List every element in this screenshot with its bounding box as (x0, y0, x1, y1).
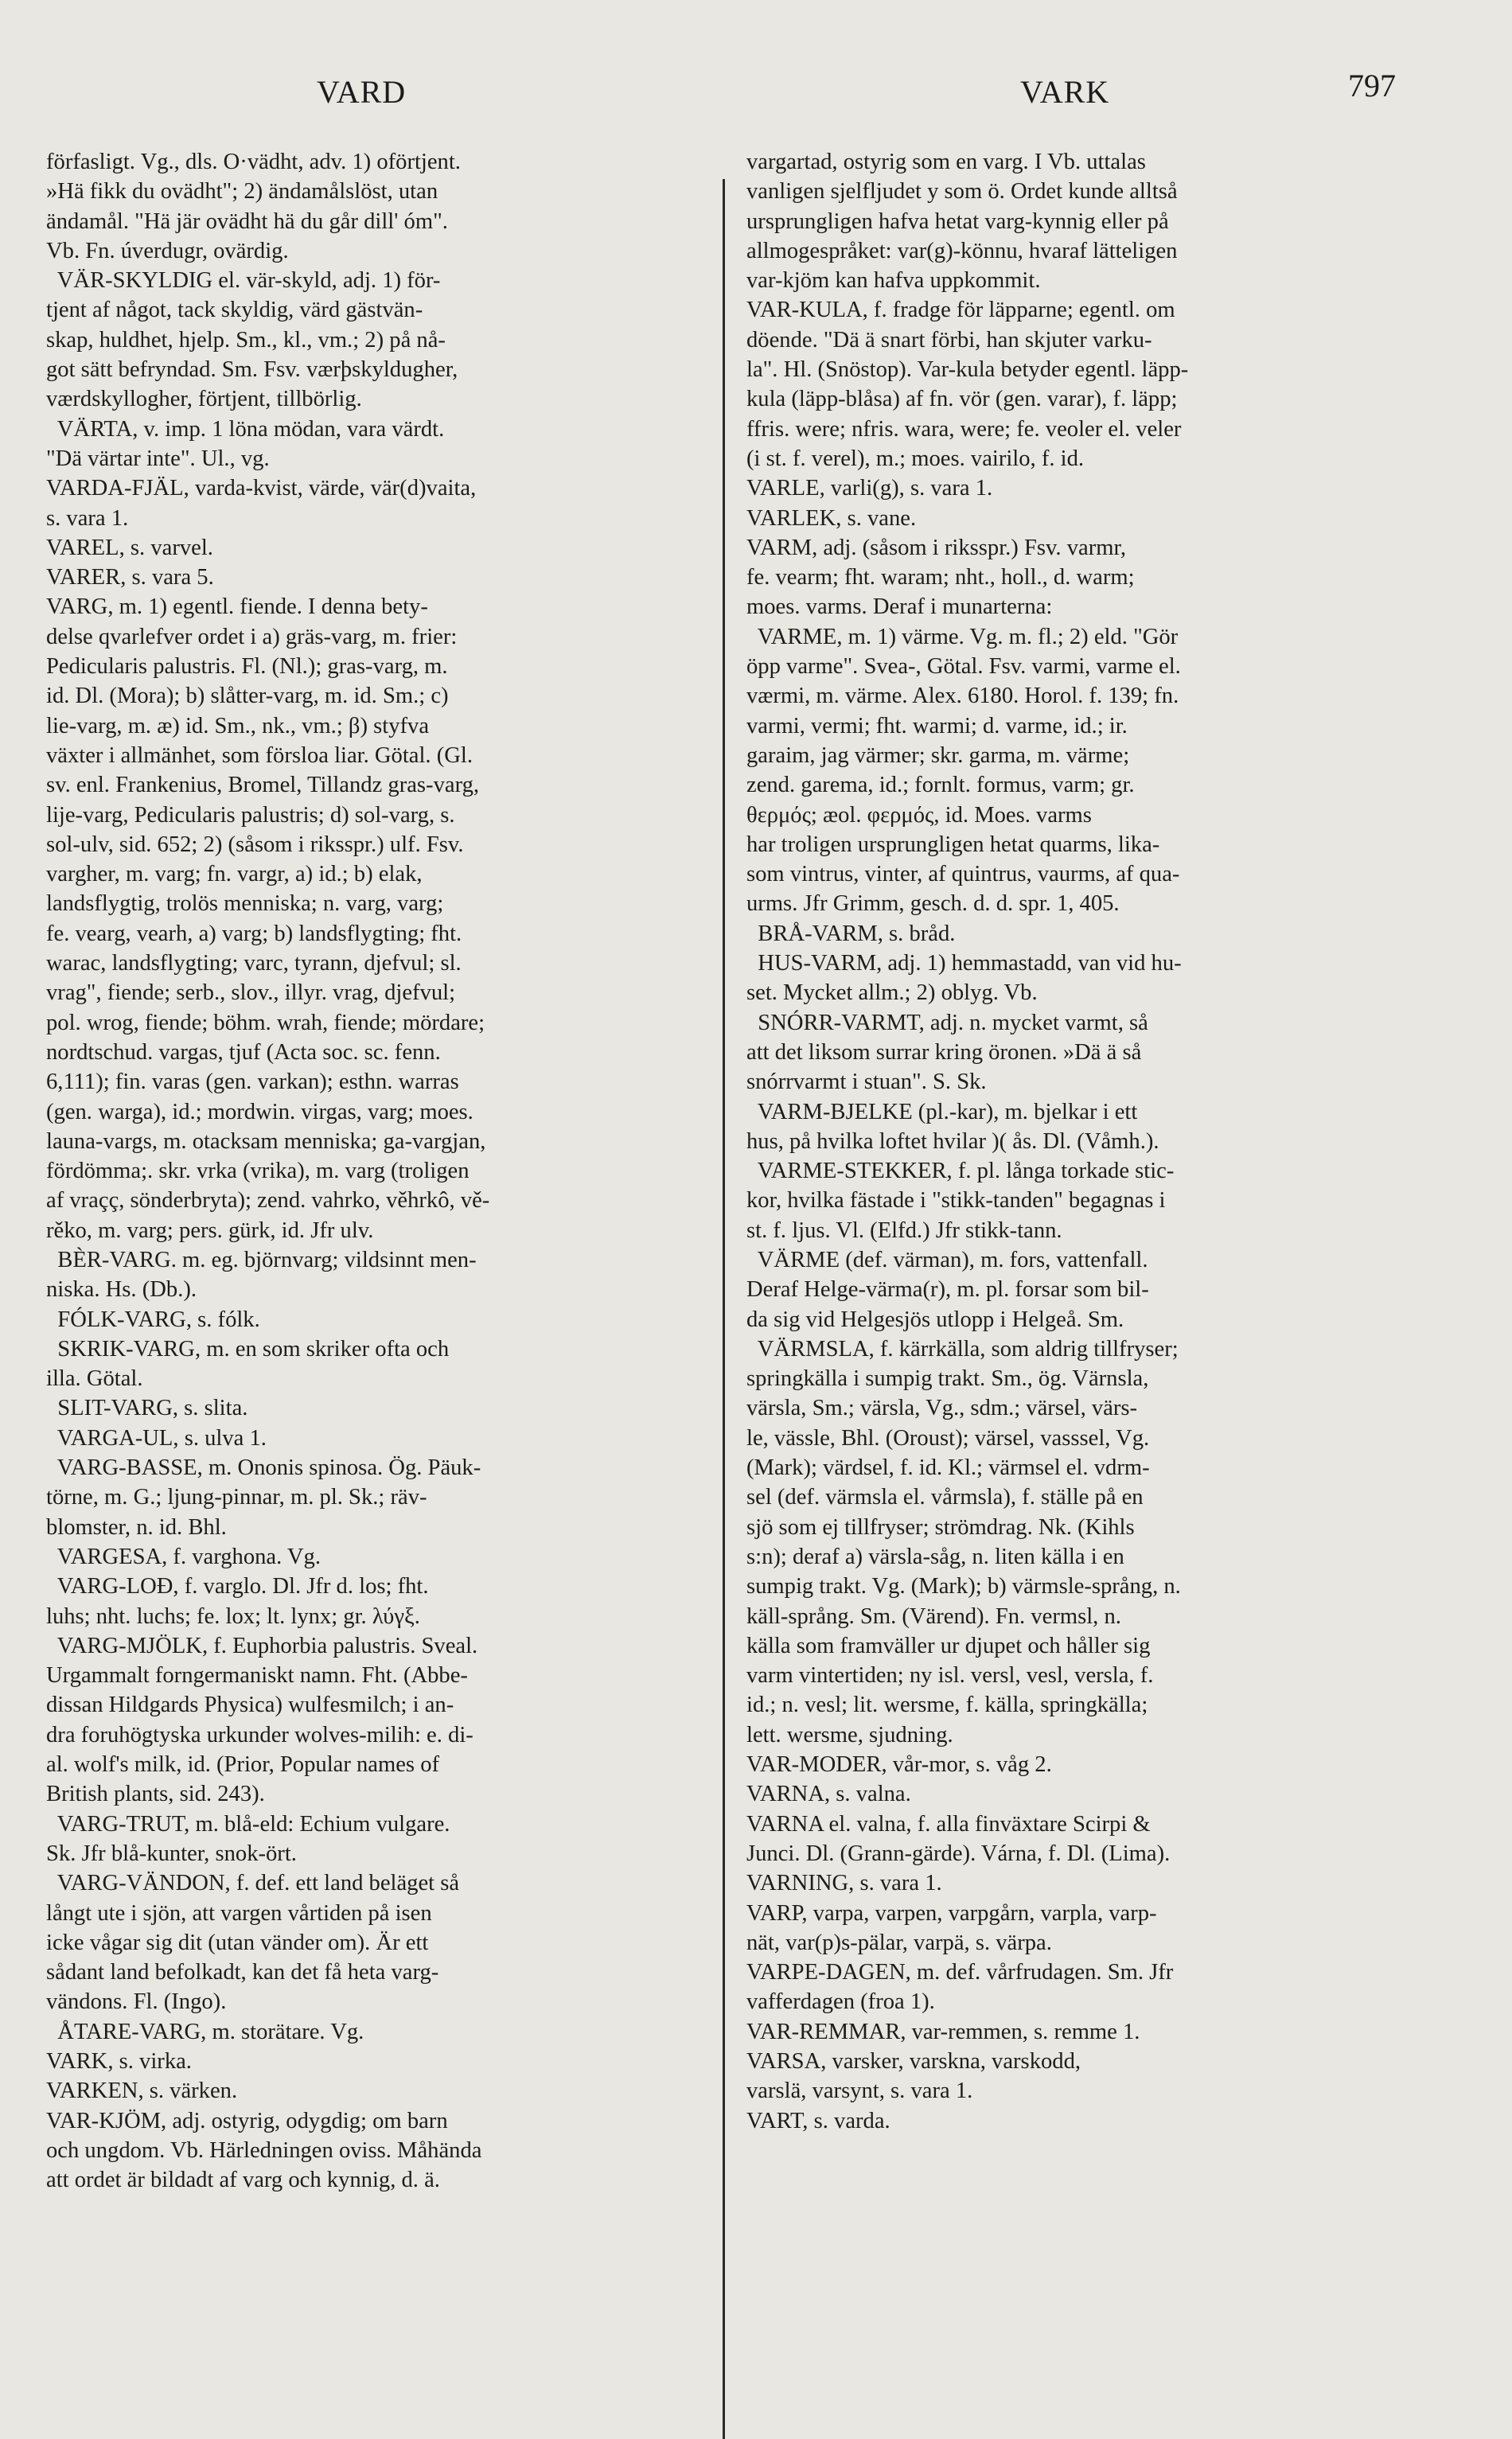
text-line: VARLEK, s. vane. (746, 505, 917, 531)
text-line: vargartad, ostyrig som en varg. I Vb. uttalas (746, 150, 1146, 174)
text-line: da sig vid Helgesjös utlopp i Helgeå. Sm. (746, 1307, 1124, 1332)
text-line: (i st. f. verel), m.; moes. vairilo, f. id. (746, 446, 1085, 471)
left-column (46, 147, 703, 2195)
text-line: VAREL, s. varvel. (46, 535, 213, 560)
text-line: hus, på hvilka loftet hvilar )( ås. Dl. (Våmh.). (746, 1128, 1159, 1154)
text-line: sel (def. värmsla el. vårmsla), f. ställe på en (746, 1485, 1144, 1510)
text-line: lie-varg, m. æ) id. Sm., nk., vm.; β) styfva (46, 713, 430, 738)
text-line: kor, hvilka fästade i "stikk-tanden" begagnas i (746, 1188, 1166, 1214)
text-line: och ungdom. Vb. Härledningen oviss. Måhända (46, 2137, 482, 2163)
text-line: id. Dl. (Mora); b) slåtter-varg, m. id. Sm.; c) (46, 684, 449, 709)
text-line: got sätt befryndad. Sm. Fsv. værþskyldugher, (46, 357, 458, 383)
text-line: växter i allmänhet, som försloa liar. Götal. (Gl. (46, 742, 473, 768)
text-line: varm vintertiden; ny isl. versl, vesl, versla, f. (746, 1663, 1154, 1689)
text-line: garaim, jag värmer; skr. garma, m. värme; (746, 742, 1130, 768)
text-line: fe. vearm; fht. waram; nht., holl., d. warm; (746, 565, 1135, 590)
text-line: VAR-REMMAR, var-remmen, s. remme 1. (746, 2019, 1140, 2044)
text-line: af vraçç, sönderbryta); zend. vahrko, věhrkô, vě- (46, 1188, 490, 1214)
text-line: VARSA, varsker, varskna, varskodd, (746, 2049, 1081, 2074)
text-line: Deraf Helge-värma(r), m. pl. forsar som bil- (746, 1277, 1149, 1303)
column-divider (723, 179, 725, 2439)
text-line: döende. "Dä ä snart förbi, han skjuter varku- (746, 327, 1152, 353)
text-line: VÄRME (def. värman), m. fors, vattenfall. (746, 1247, 1148, 1272)
text-line: ändamål. "Hä jär ovädht hä du går dill' óm". (46, 208, 448, 234)
text-line: VARG-MJÖLK, f. Euphorbia palustris. Sveal. (46, 1633, 478, 1658)
text-line: att det liksom surrar kring öronen. »Dä ä så (746, 1039, 1142, 1065)
text-line: HUS-VARM, adj. 1) hemmastadd, van vid hu- (746, 951, 1182, 976)
text-line: sjö som ej tillfryser; strömdrag. Nk. (Kihls (746, 1514, 1135, 1540)
text-line: skap, huldhet, hjelp. Sm., kl., vm.; 2) på nå- (46, 327, 446, 353)
text-line: θερμός; æol. φερμός, id. Moes. varms (746, 802, 1092, 828)
text-line: långt ute i sjön, att vargen vårtiden på isen (46, 1900, 432, 1926)
text-line: tjent af något, tack skyldig, värd gästvän- (46, 298, 423, 323)
text-line: VARM-BJELKE (pl.-kar), m. bjelkar i ett (746, 1099, 1138, 1124)
text-line: (gen. warga), id.; mordwin. virgas, varg; moes. (46, 1099, 473, 1124)
text-line: ÅTARE-VARG, m. storätare. Vg. (46, 2019, 364, 2044)
text-line: som vintrus, vinter, af quintrus, vaurms, af qua- (746, 862, 1180, 887)
text-line: pol. wrog, fiende; böhm. wrah, fiende; mördare; (46, 1010, 485, 1035)
text-line: fe. vearg, vearh, a) varg; b) landsflygting; fht. (46, 921, 462, 946)
text-line: (Mark); värdsel, f. id. Kl.; värmsel el. vdrm- (746, 1455, 1150, 1481)
text-line: dra foruhögtyska urkunder wolves-milih: e. di- (46, 1722, 473, 1747)
text-line: VARK, s. virka. (46, 2049, 192, 2074)
text-line: VARER, s. vara 5. (46, 565, 214, 590)
text-line: sol-ulv, sid. 652; 2) (såsom i riksspr.) ulf. Fsv. (46, 832, 464, 857)
text-line: VARG-VÄNDON, f. def. ett land beläget så (46, 1871, 460, 1896)
text-line: BÈR-VARG. m. eg. björnvarg; vildsinnt men- (46, 1247, 477, 1272)
text-line: har troligen ursprungligen hetat quarms, lika- (746, 832, 1160, 857)
text-line: VARLE, varli(g), s. vara 1. (746, 476, 993, 501)
text-line: s. vara 1. (46, 505, 129, 531)
text-line: nät, var(p)s-pälar, varpä, s. värpa. (746, 1930, 1052, 1955)
text-line: ursprungligen hafva hetat varg-kynnig eller på (746, 208, 1169, 234)
text-line: sådant land befolkadt, kan det få heta varg- (46, 1960, 439, 1985)
text-line: værdskyllogher, förtjent, tillbörlig. (46, 387, 362, 412)
text-line: VÄRTA, v. imp. 1 löna mödan, vara värdt. (46, 416, 445, 442)
running-head-right: VARK (1020, 74, 1110, 110)
text-line: VAR-KJÖM, adj. ostyrig, odygdig; om barn (46, 2108, 448, 2133)
text-line: VAR-KULA, f. fradge för läpparne; egentl. om (746, 298, 1175, 323)
text-line: VART, s. varda. (746, 2108, 890, 2133)
text-line: warac, landsflygting; varc, tyrann, djefvul; sl. (46, 951, 462, 976)
text-line: SNÓRR-VARMT, adj. n. mycket varmt, så (746, 1010, 1148, 1035)
text-line: vrag", fiende; serb., slov., illyr. vrag, djefvul; (46, 980, 456, 1006)
text-line: SKRIK-VARG, m. en som skriker ofta och (46, 1336, 450, 1362)
text-line: Pedicularis palustris. Fl. (Nl.); gras-varg, m. (46, 654, 448, 680)
text-line: nordtschud. vargas, tjuf (Acta soc. sc. fenn. (46, 1039, 441, 1065)
text-line: käll-språng. Sm. (Värend). Fn. vermsl, n. (746, 1603, 1121, 1629)
text-line: set. Mycket allm.; 2) oblyg. Vb. (746, 980, 1038, 1006)
text-line: delse qvarlefver ordet i a) gräs-varg, m. frier: (46, 624, 458, 649)
text-line: snórrvarmt i stuan". S. Sk. (746, 1069, 987, 1095)
text-line: allmogespråket: var(g)-könnu, hvaraf lätteligen (746, 238, 1178, 263)
text-line: vargher, m. varg; fn. vargr, a) id.; b) elak, (46, 862, 423, 887)
text-line: springkälla i sumpig trakt. Sm., ög. Värnsla, (746, 1366, 1149, 1392)
text-line: VARPE-DAGEN, m. def. vårfrudagen. Sm. Jfr (746, 1960, 1174, 1985)
text-line: British plants, sid. 243). (46, 1782, 265, 1807)
text-line: sumpig trakt. Vg. (Mark); b) värmsle-språng, n. (746, 1574, 1181, 1599)
text-line: ffris. were; nfris. wara, were; fe. veoler el. veler (746, 416, 1182, 442)
text-line: 6,111); fin. varas (gen. varkan); esthn. warras (46, 1069, 459, 1095)
text-line: rěko, m. varg; pers. gürk, id. Jfr ulv. (46, 1218, 374, 1243)
text-line: VARP, varpa, varpen, varpgårn, varpla, varp- (746, 1900, 1157, 1926)
text-line: moes. varms. Deraf i munarterna: (746, 594, 1053, 620)
text-line: »Hä fikk du ovädht"; 2) ändamålslöst, utan (46, 179, 438, 205)
text-line: værmi, m. värme. Alex. 6180. Horol. f. 139; fn. (746, 684, 1179, 709)
text-line: vanligen sjelfljudet y som ö. Ordet kunde alltså (746, 179, 1178, 205)
text-line: VARME, m. 1) värme. Vg. m. fl.; 2) eld. "Gör (746, 624, 1179, 649)
text-line: la". Hl. (Snöstop). Var-kula betyder egentl. läpp- (746, 357, 1189, 383)
text-line: Sk. Jfr blå-kunter, snok-ört. (46, 1841, 297, 1866)
text-line: vafferdagen (froa 1). (746, 1989, 935, 2015)
text-line: luhs; nht. luchs; fe. lox; lt. lynx; gr. λύγξ. (46, 1603, 420, 1629)
text-line: VARGESA, f. varghona. Vg. (46, 1544, 321, 1569)
text-line: förfasligt. Vg., dls. O·vädht, adv. 1) oförtjent. (46, 150, 461, 174)
text-line: s:n); deraf a) värsla-såg, n. liten källa i en (746, 1544, 1124, 1569)
text-line: Urgammalt forngermaniskt namn. Fht. (Abbe- (46, 1663, 468, 1689)
text-line: VÄR-SKYLDIG el. vär-skyld, adj. 1) för- (46, 268, 441, 294)
text-line: landsflygtig, trolös menniska; n. varg, varg; (46, 891, 444, 917)
page-number: 797 (1348, 68, 1396, 103)
text-line: sv. enl. Frankenius, Bromel, Tillandz gras-varg, (46, 773, 480, 798)
text-line: att ordet är bildadt af varg och kynnig, d. ä. (46, 2168, 440, 2193)
text-line: blomster, n. id. Bhl. (46, 1514, 227, 1540)
text-line: BRÅ-VARM, s. bråd. (746, 921, 956, 946)
text-line: varslä, varsynt, s. vara 1. (746, 2079, 973, 2104)
text-line: VAR-MODER, vår-mor, s. våg 2. (746, 1752, 1052, 1778)
text-line: Junci. Dl. (Grann-gärde). Várna, f. Dl. (Lima). (746, 1841, 1171, 1866)
text-line: var-kjöm kan hafva uppkommit. (746, 268, 1041, 294)
text-line: VARNA, s. valna. (746, 1782, 911, 1807)
text-line: illa. Götal. (46, 1366, 143, 1392)
text-line: st. f. ljus. Vl. (Elfd.) Jfr stikk-tann. (746, 1218, 1062, 1243)
text-line: vändons. Fl. (Ingo). (46, 1989, 227, 2015)
text-line: le, vässle, Bhl. (Oroust); värsel, vasssel, Vg. (746, 1425, 1150, 1451)
text-line: VARNA el. valna, f. alla finväxtare Scirpi & (746, 1811, 1151, 1837)
text-line: VARME-STEKKER, f. pl. långa torkade stic- (746, 1159, 1175, 1184)
text-line: VÄRMSLA, f. kärrkälla, som aldrig tillfryser; (746, 1336, 1179, 1362)
text-line: dissan Hildgards Physica) wulfesmilch; i an- (46, 1693, 454, 1718)
text-line: VARKEN, s. värken. (46, 2079, 238, 2104)
text-line: launa-vargs, m. otacksam menniska; ga-vargjan, (46, 1128, 486, 1154)
text-line: VARG-TRUT, m. blå-eld: Echium vulgare. (46, 1811, 450, 1837)
text-line: Vb. Fn. úverdugr, ovärdig. (46, 238, 289, 263)
text-line: "Dä värtar inte". Ul., vg. (46, 446, 270, 471)
text-line: törne, m. G.; ljung-pinnar, m. pl. Sk.; räv- (46, 1485, 427, 1510)
running-head-left: VARD (317, 74, 407, 110)
text-line: VARG, m. 1) egentl. fiende. I denna bety- (46, 594, 428, 620)
text-line: VARNING, s. vara 1. (746, 1871, 942, 1896)
text-line: VARGA-UL, s. ulva 1. (46, 1425, 267, 1451)
text-line: SLIT-VARG, s. slita. (46, 1396, 248, 1421)
text-line: niska. Hs. (Db.). (46, 1277, 197, 1303)
text-line: varmi, vermi; fht. warmi; d. varme, id.; ir. (746, 713, 1128, 738)
text-line: källa som framväller ur djupet och håller sig (746, 1633, 1151, 1658)
text-line: VARG-LOÐ, f. varglo. Dl. Jfr d. los; fht. (46, 1574, 429, 1599)
text-line: VARG-BASSE, m. Ononis spinosa. Ög. Päuk- (46, 1455, 481, 1481)
text-line: urms. Jfr Grimm, gesch. d. d. spr. 1, 405. (746, 891, 1120, 917)
text-line: värsla, Sm.; värsla, Vg., sdm.; värsel, värs- (746, 1396, 1138, 1421)
text-line: al. wolf's milk, id. (Prior, Popular names of (46, 1752, 440, 1778)
right-column (746, 147, 1421, 2136)
text-line: fördömma;. skr. vrka (vrika), m. varg (troligen (46, 1159, 470, 1184)
text-line: VARM, adj. (såsom i riksspr.) Fsv. varmr, (746, 535, 1127, 560)
text-line: VARDA-FJÄL, varda-kvist, värde, vär(d)vaita, (46, 476, 477, 501)
text-line: öpp varme". Svea-, Götal. Fsv. varmi, varme el. (746, 654, 1181, 680)
text-line: FÓLK-VARG, s. fólk. (46, 1307, 260, 1332)
text-line: icke vågar sig dit (utan vänder om). Är ett (46, 1930, 429, 1955)
text-line: lije-varg, Pedicularis palustris; d) sol-varg, s. (46, 802, 455, 828)
text-line: kula (läpp-blåsa) af fn. vör (gen. varar), f. läpp; (746, 387, 1178, 412)
text-line: zend. garema, id.; fornlt. formus, varm; gr. (746, 773, 1135, 798)
text-line: id.; n. vesl; lit. wersme, f. källa, springkälla; (746, 1693, 1148, 1718)
text-line: lett. wersme, sjudning. (746, 1722, 953, 1747)
